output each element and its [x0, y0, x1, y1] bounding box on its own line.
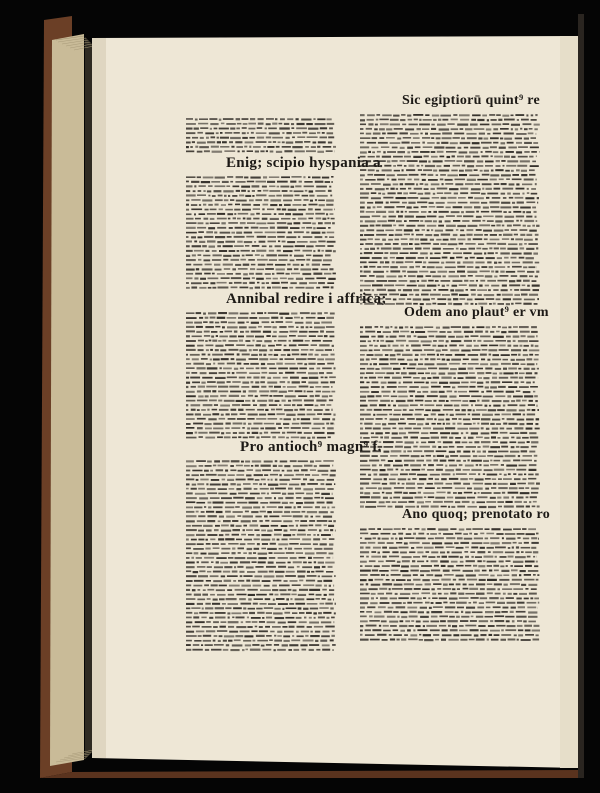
left-heading-2: Annibal redire i affrica; — [226, 291, 387, 307]
book-fore-edge — [578, 14, 584, 778]
left-heading-3: Pro antioch⁹ magn⁹ f. — [240, 439, 382, 455]
right-heading-2: Odem ano plaut⁹ er vm — [404, 305, 549, 320]
left-heading-1: Enig; scipio hyspania a — [226, 155, 381, 171]
gutter-shadow — [92, 38, 106, 758]
right-heading-1: Sic egiptiorū quint⁹ re — [402, 93, 541, 108]
page-edge-shade — [560, 36, 578, 768]
right-heading-3: Ano quoq; prenotato ro — [402, 507, 551, 522]
